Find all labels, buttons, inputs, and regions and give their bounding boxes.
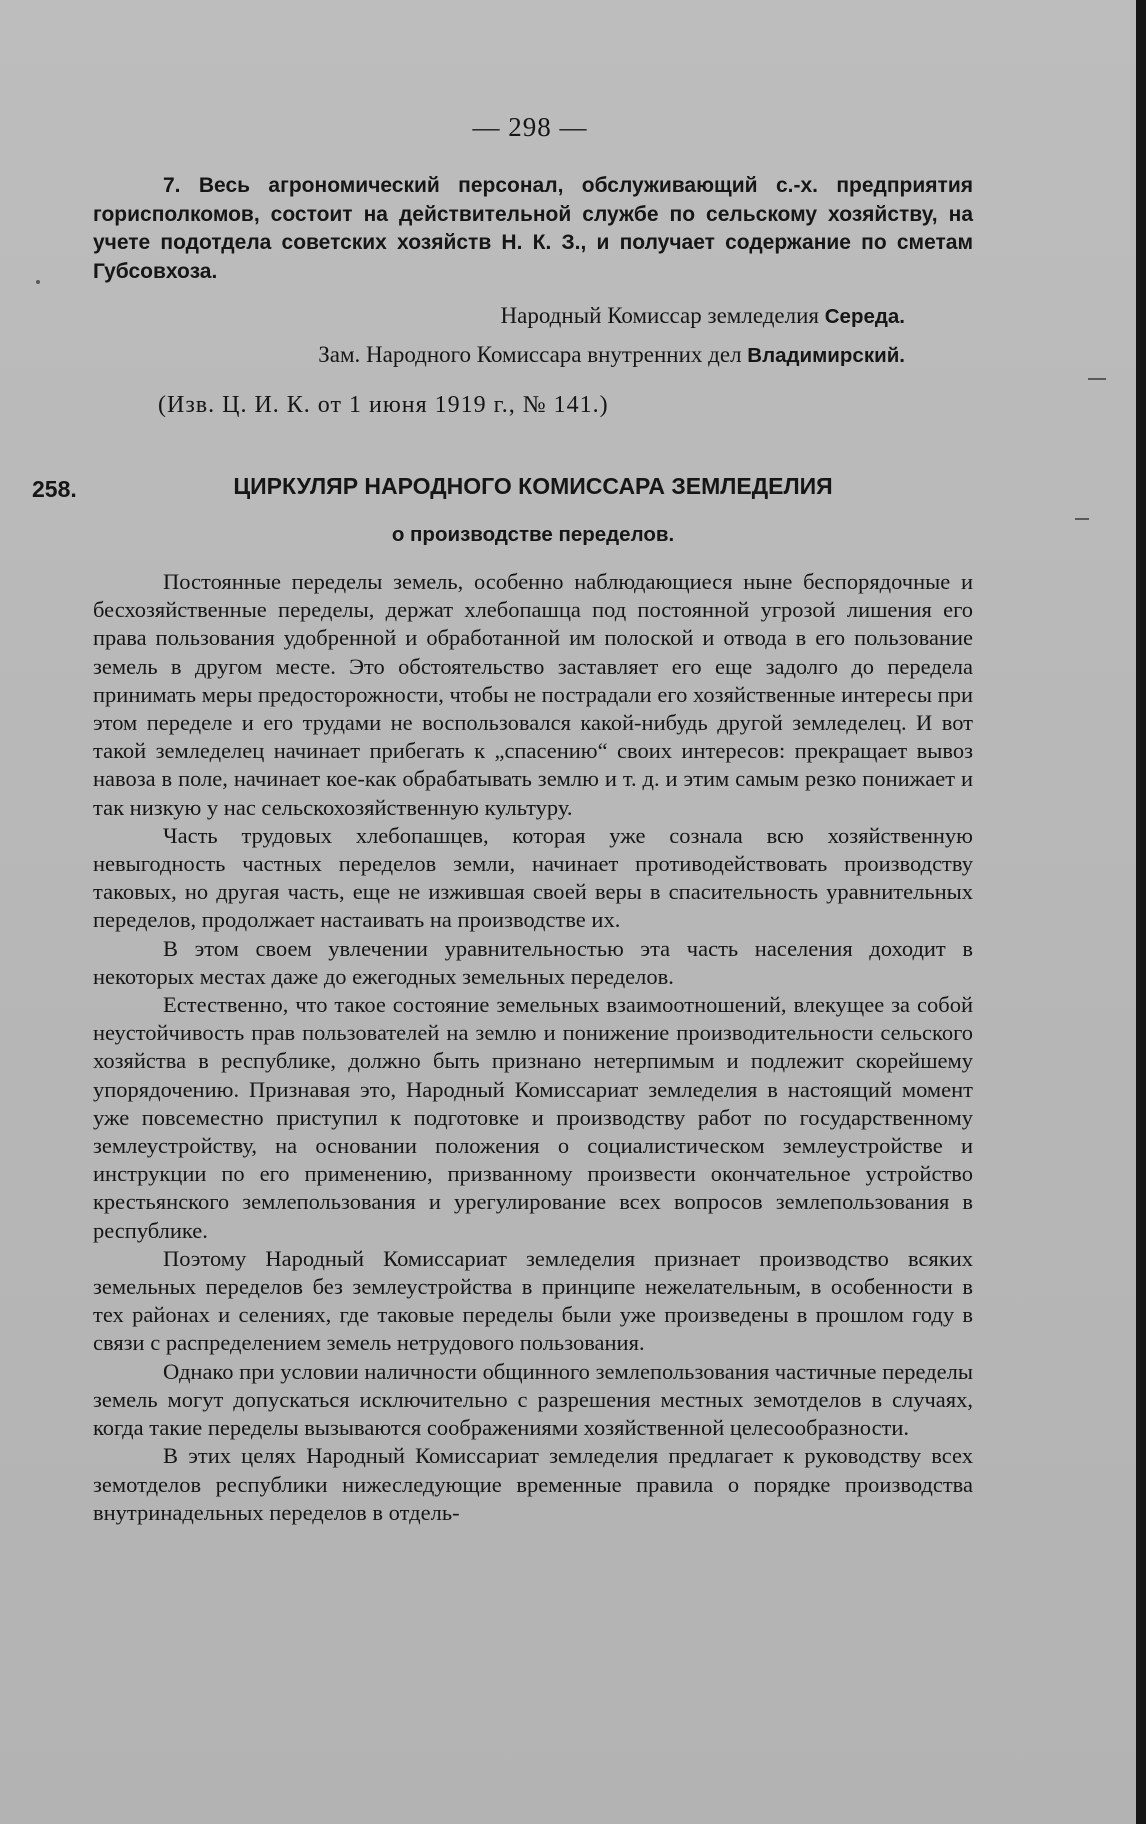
circular-subheading: о производстве переделов.: [391, 523, 675, 546]
signature-title-1: Народный Комиссар земледелия: [500, 303, 819, 328]
source-citation: (Изв. Ц. И. К. от 1 июня 1919 г., № 141.): [158, 392, 609, 418]
page-number: — 298 —: [472, 112, 588, 142]
circular-body: [93, 568, 973, 1527]
signature-name-2: Владимирский.: [747, 344, 905, 367]
paragraph: Постоянные переделы земель, особенно наблюдающиеся ныне беспорядочные и бесхозяйственные переделы, держат хлебопашца под постоянной угрозой лишения его права пользования удобренной и обработанной им полоской и отвода в его пользование земель в другом месте. Это обстоятельство заставляет его еще задолго до передела принимать меры предосторожности, чтобы не пострадали его хозяйственные интересы при этом переделе и его трудами не воспользовался какой-нибудь другой земледелец. И вот такой земледелец начинает прибегать к „спасению“ своих интересов: прекращает вывоз навоза в поле, начинает кое-как обрабатывать землю и т. д. и этим самым резко понижает и так низкую у нас сельскохозяйственную культуру.: [93, 569, 973, 820]
clause-7-text: 7. Весь агрономический персонал, обслуживающий с.-х. предприятия горисполкомов, состоит на действительной службе по сельскому хозяйству, на учете подотдела советских хозяйств Н. К. З., и получает содержание по сметам Губсовхоза.: [93, 174, 973, 283]
paragraph: Естественно, что такое состояние земельных взаимоотношений, влекущее за собой неустойчивость прав пользователей на землю и понижение производительности сельского хозяйства в республике, должно быть признано нетерпимым и подлежит скорейшему упорядочению. Признавая это, Народный Комиссариат земледелия в настоящий момент уже повсеместно приступил к подготовке и производству работ по государственному землеустройству, на основании положения о социалистическом землеустройстве и инструкции по его применению, призванному произвести окончательное устройство крестьянского землепользования и урегулирование всех вопросов землепользования в республике.: [93, 992, 973, 1243]
circular-heading: ЦИРКУЛЯР НАРОДНОГО КОМИССАРА ЗЕМЛЕДЕЛИЯ: [233, 473, 833, 499]
scan-mark: [1075, 518, 1089, 520]
paragraph: В этом своем увлечении уравнительностью эта часть населения доходит в некоторых местах даже до ежегодных земельных переделов.: [93, 935, 973, 989]
signature-name-1: Середа.: [824, 305, 905, 328]
paragraph: В этих целях Народный Комиссариат земледелия предлагает к руководству всех земотделов республики нижеследующие временные правила о порядке производства внутринадельных переделов в отдель-: [93, 1443, 973, 1525]
scan-edge: [1136, 0, 1146, 1824]
paragraph: Поэтому Народный Комиссариат земледелия признает производство всяких земельных переделов без землеустройства в принципе нежелательным, в особенности в тех районах и селениях, где таковые переделы были уже произведены в прошлом году в связи с распределением земель нетрудового пользования.: [93, 1245, 973, 1356]
scan-mark: [1088, 378, 1106, 380]
signature-title-2: Зам. Народного Комиссара внутренних дел: [318, 342, 742, 367]
paragraph: Однако при условии наличности общинного землепользования частичные переделы земель могут допускаться исключительно с разрешения местных земотделов в случаях, когда такие переделы вызываются соображениями хозяйственной целесообразности.: [93, 1358, 973, 1441]
paragraph: Часть трудовых хлебопашцев, которая уже сознала всю хозяйственную невыгодность частных переделов земли, начинает противодействовать производству таковых, но другая часть, еще не изжившая своей веры в спасительность уравнительных переделов, продолжает настаивать на производстве их.: [93, 822, 973, 933]
decree-clause-7: [93, 172, 973, 286]
signature-line-2: [0, 342, 905, 368]
signature-line-1: [0, 303, 905, 329]
document-number: 258.: [32, 476, 77, 502]
scan-mark: [36, 280, 40, 284]
